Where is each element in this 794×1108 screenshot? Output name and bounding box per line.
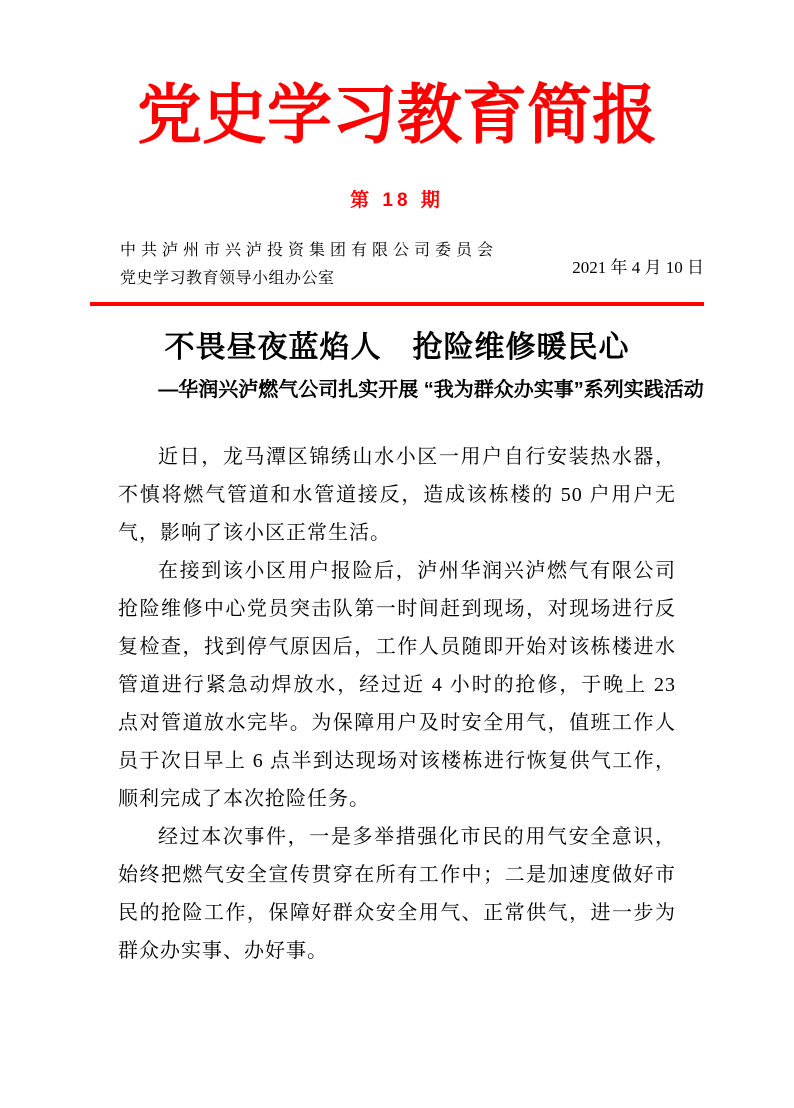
paragraph: 在接到该小区用户报险后，泸州华润兴泸燃气有限公司抢险维修中心党员突击队第一时间赶到现场，对现场进行反复检查，找到停气原因后，工作人员随即开始对该栋楼进水管道进行紧急动焊放水，经过近 4 小时的抢修，于晚上 23 点对管道放水完毕。为保障用户及时安全用气，值班工作人员于次日早上 6 点半到达现场对该楼栋进行恢复供气工作，顺利完成了本次抢险任务。 [118,560,676,810]
issuer-line-1: 中共泸州市兴泸投资集团有限公司委员会 [120,242,499,259]
article-body [118,438,676,970]
red-divider-line [90,302,704,306]
paragraph: 近日，龙马潭区锦绣山水小区一用户自行安装热水器，不慎将燃气管道和水管道接反，造成该栋楼的 50 户用户无气，影响了该小区正常生活。 [118,446,676,544]
issue-number: 第 18 期 [350,190,444,211]
issuer-date-row [90,237,704,293]
article-subtitle: —华润兴泸燃气公司扎实开展 “我为群众办实事”系列实践活动 [158,379,704,401]
issue-date: 2021 年 4 月 10 日 [572,257,704,277]
article-title: 不畏昼夜蓝焰人 抢险维修暖民心 [164,331,630,364]
issuer-block [120,237,498,293]
masthead-title: 党史学习教育简报 [136,80,657,152]
paragraph: 经过本次事件，一是多举措强化市民的用气安全意识，始终把燃气安全宣传贯穿在所有工作中；二是加速度做好市民的抢险工作，保障好群众安全用气、正常供气，进一步为群众办实事、办好事。 [118,826,676,962]
issuer-line-2: 党史学习教育领导小组办公室 [120,270,335,287]
